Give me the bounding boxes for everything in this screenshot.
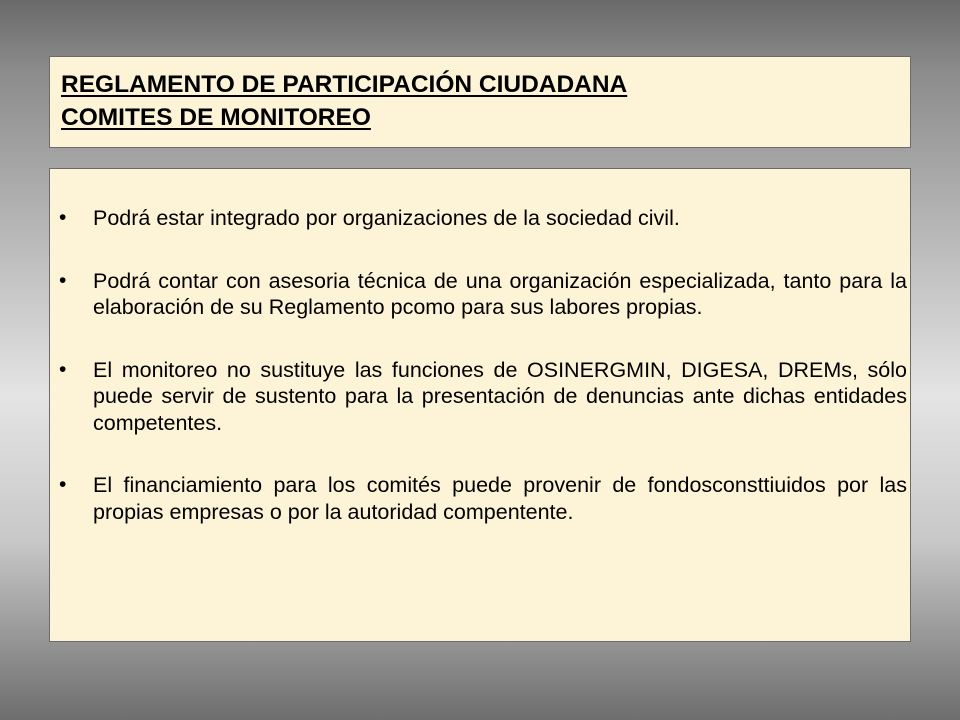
bullet-item bbox=[59, 472, 907, 525]
title-line-1: REGLAMENTO DE PARTICIPACIÓN CIUDADANA bbox=[61, 71, 628, 98]
bullet-text: Podrá estar integrado por organizaciones de la sociedad civil. bbox=[93, 206, 680, 230]
bullet-icon: • bbox=[59, 268, 67, 292]
bullet-item bbox=[59, 205, 907, 232]
bullet-icon: • bbox=[59, 357, 67, 381]
title-box bbox=[49, 56, 911, 148]
bullet-text: El financiamiento para los comités puede provenir de fondosconsttiuidos por las propias empresas o por la autoridad compentente. bbox=[93, 473, 907, 524]
content-box bbox=[49, 168, 911, 642]
bullet-item bbox=[59, 357, 907, 437]
title-line-2: COMITES DE MONITOREO bbox=[61, 104, 371, 131]
bullet-item bbox=[59, 268, 907, 321]
bullet-icon: • bbox=[59, 206, 67, 229]
bullet-text: El monitoreo no sustituye las funciones de OSINERGMIN, DIGESA, DREMs, sólo puede servir de sustento para la presentación de denuncias ante dichas entidades competentes. bbox=[93, 357, 907, 435]
bullet-icon: • bbox=[59, 473, 67, 496]
bullet-text: Podrá contar con asesoria técnica de una organización especializada, tanto para la elaboración de su Reglamento pcomo para sus labores propias. bbox=[93, 268, 907, 319]
bullet-list bbox=[59, 205, 907, 525]
